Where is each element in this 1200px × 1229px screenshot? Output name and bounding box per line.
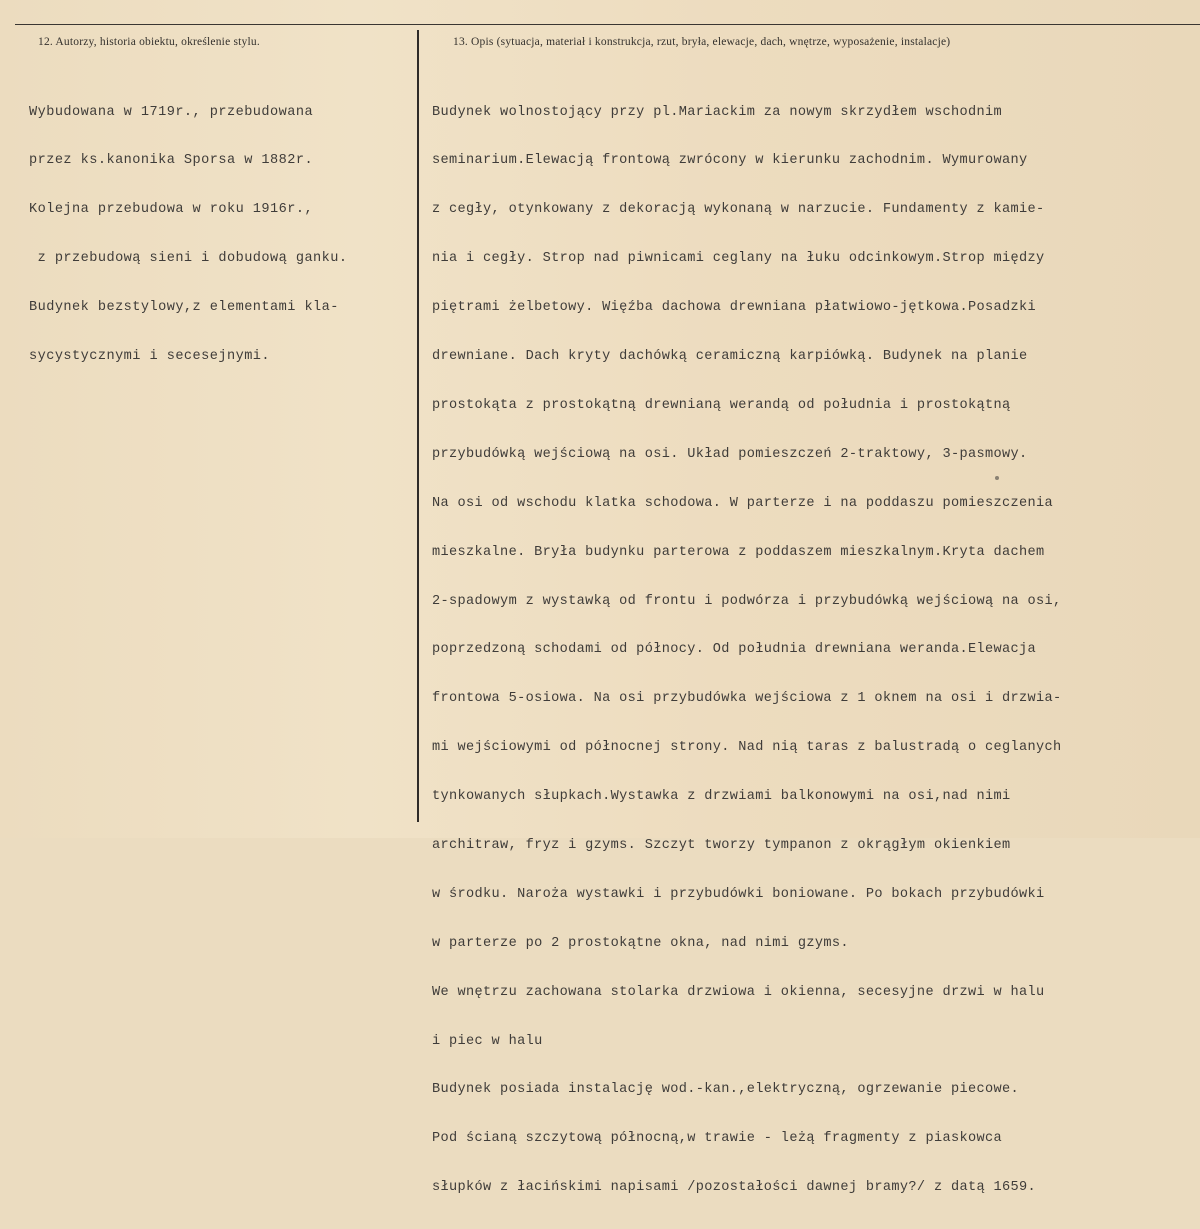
typed-line: piętrami żelbetowy. Więźba dachowa drewniana płatwiowo-jętkowa.Posadzki xyxy=(432,300,1037,316)
typed-line: prostokąta z prostokątną drewnianą werandą od południa i prostokątną xyxy=(432,397,1011,413)
typed-line: nia i cegły. Strop nad piwnicami ceglany na łuku odcinkowym.Strop między xyxy=(432,251,1045,267)
typed-line: Budynek wolnostojący przy pl.Mariackim za nowym skrzydłem wschodnim xyxy=(432,104,1003,120)
typed-line: Na osi od wschodu klatka schodowa. W parterze i na poddaszu pomieszczenia xyxy=(432,495,1054,511)
top-rule xyxy=(15,24,1200,25)
typed-line: poprzedzoną schodami od północy. Od południa drewniana weranda.Elewacja xyxy=(432,642,1037,658)
typed-line: Kolejna przebudowa w roku 1916r., xyxy=(29,202,314,218)
typed-line: sycystycznymi i secesejnymi. xyxy=(29,349,271,365)
typed-line: tynkowanych słupkach.Wystawka z drzwiami balkonowymi na osi,nad nimi xyxy=(432,789,1011,805)
typed-line: Pod ścianą szczytową północną,w trawie - leżą fragmenty z piaskowca xyxy=(432,1131,1003,1147)
typed-line: We wnętrzu zachowana stolarka drzwiowa i okienna, secesyjne drzwi w halu xyxy=(432,984,1045,1000)
typed-line: w środku. Naroża wystawki i przybudówki boniowane. Po bokach przybudówki xyxy=(432,886,1045,902)
typed-line: słupków z łacińskimi napisami /pozostałości dawnej bramy?/ z datą 1659. xyxy=(432,1180,1037,1196)
typed-line: w parterze po 2 prostokątne okna, nad nimi gzyms. xyxy=(432,935,849,951)
typed-line: architraw, fryz i gzyms. Szczyt tworzy tympanon z okrągłym okienkiem xyxy=(432,837,1011,853)
section-12-heading: 12. Autorzy, historia obiektu, określenie stylu. xyxy=(38,36,260,48)
typed-line: Wybudowana w 1719r., przebudowana xyxy=(29,104,314,120)
section-13-text xyxy=(432,72,1062,1229)
column-divider xyxy=(417,30,419,822)
typed-line: przybudówką wejściową na osi. Układ pomieszczeń 2-traktowy, 3-pasmowy. xyxy=(432,446,1028,462)
typed-line: Budynek posiada instalację wod.-kan.,elektryczną, ogrzewanie piecowe. xyxy=(432,1082,1020,1098)
typed-line: 2-spadowym z wystawką od frontu i podwórza i przybudówką wejściową na osi, xyxy=(432,593,1062,609)
typed-line: seminarium.Elewacją frontową zwrócony w kierunku zachodnim. Wymurowany xyxy=(432,153,1028,169)
section-12-text xyxy=(29,72,347,398)
typed-line: przez ks.kanonika Sporsa w 1882r. xyxy=(29,153,314,169)
typed-line: mieszkalne. Bryła budynku parterowa z poddaszem mieszkalnym.Kryta dachem xyxy=(432,544,1045,560)
typed-line: Budynek bezstylowy,z elementami kla- xyxy=(29,300,339,316)
paper-speck xyxy=(995,476,999,480)
typed-line: i piec w halu xyxy=(432,1033,543,1049)
typed-line: mi wejściowymi od północnej strony. Nad nią taras z balustradą o ceglanych xyxy=(432,740,1062,756)
typed-line: z cegły, otynkowany z dekoracją wykonaną w narzucie. Fundamenty z kamie- xyxy=(432,202,1045,218)
section-13-heading: 13. Opis (sytuacja, materiał i konstrukcja, rzut, bryła, elewacje, dach, wnętrze, wyposażenie, instalacje) xyxy=(453,36,951,48)
typed-line: frontowa 5-osiowa. Na osi przybudówka wejściowa z 1 oknem na osi i drzwia- xyxy=(432,691,1062,707)
typed-line: drewniane. Dach kryty dachówką ceramiczną karpiówką. Budynek na planie xyxy=(432,349,1028,365)
typed-line: z przebudową sieni i dobudową ganku. xyxy=(29,251,348,267)
